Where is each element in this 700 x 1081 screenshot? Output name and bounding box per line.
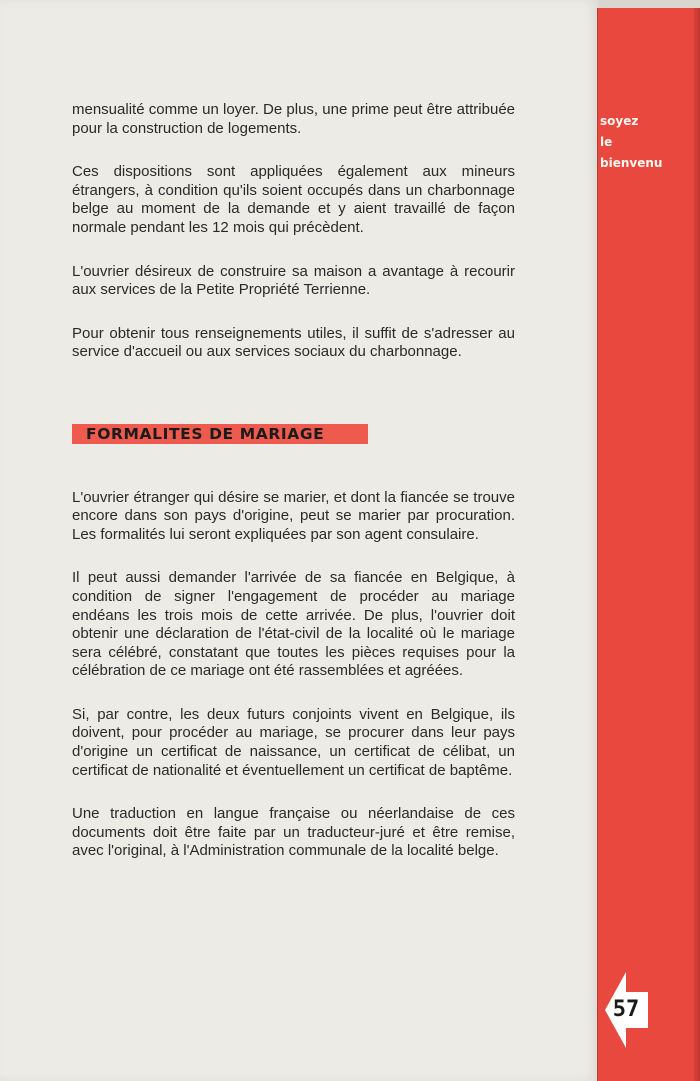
- tagline-word: le: [600, 135, 613, 149]
- paragraph: Une traduction en langue française ou néerlandaise de ces documents doit être faite par un traducteur-juré et être remise, avec l'original, à l'Administration communale de la localité belge.: [72, 805, 515, 860]
- paragraph: Pour obtenir tous renseignements utiles, il suffit de s'adresser au service d'accueil ou aux services sociaux du charbonnage.: [72, 324, 515, 361]
- tagline-word: soyez: [600, 114, 639, 128]
- paragraph: Si, par contre, les deux futurs conjoints vivent en Belgique, ils doivent, pour procéder au mariage, se procurer dans leur pays d'origine un certificat de naissance, un certificat de célibat, un certificat de nationalité et éventuellement un certificat de baptême.: [72, 705, 515, 779]
- tagline-word: bienvenu: [600, 156, 663, 170]
- body-text: [72, 101, 515, 861]
- paragraph: Il peut aussi demander l'arrivée de sa fiancée en Belgique, à condition de signer l'engagement de procéder au mariage endéans les trois mois de cette arrivée. De plus, l'ouvrier doit obtenir une déclaration de l'état-civil de la localité où le mariage sera célébré, constatant que toutes les pièces requises pour la célébration de ce mariage ont été rassemblées et agréées.: [72, 569, 515, 680]
- paragraph: L'ouvrier étranger qui désire se marier, et dont la fiancée se trouve encore dans son pays d'origine, peut se marier par procuration. Les formalités lui seront expliquées par son agent consulaire.: [72, 488, 515, 543]
- paragraph: mensualité comme un loyer. De plus, une prime peut être attribuée pour la construction de logements.: [72, 101, 515, 137]
- paragraph: Ces dispositions sont appliquées également aux mineurs étrangers, à condition qu'ils soient occupés dans un charbonnage belge au moment de la demande et y aient travaillé de façon normale pendant les 12 mois qui précèdent.: [72, 163, 515, 236]
- page-number: 57: [612, 997, 640, 1022]
- section-heading: FORMALITES DE MARIAGE: [72, 424, 368, 444]
- sidebar-tagline: [600, 111, 696, 174]
- paragraph: L'ouvrier désireux de construire sa maison a avantage à recourir aux services de la Petite Propriété Terrienne.: [72, 262, 515, 299]
- section-heading-wrap: [72, 424, 515, 445]
